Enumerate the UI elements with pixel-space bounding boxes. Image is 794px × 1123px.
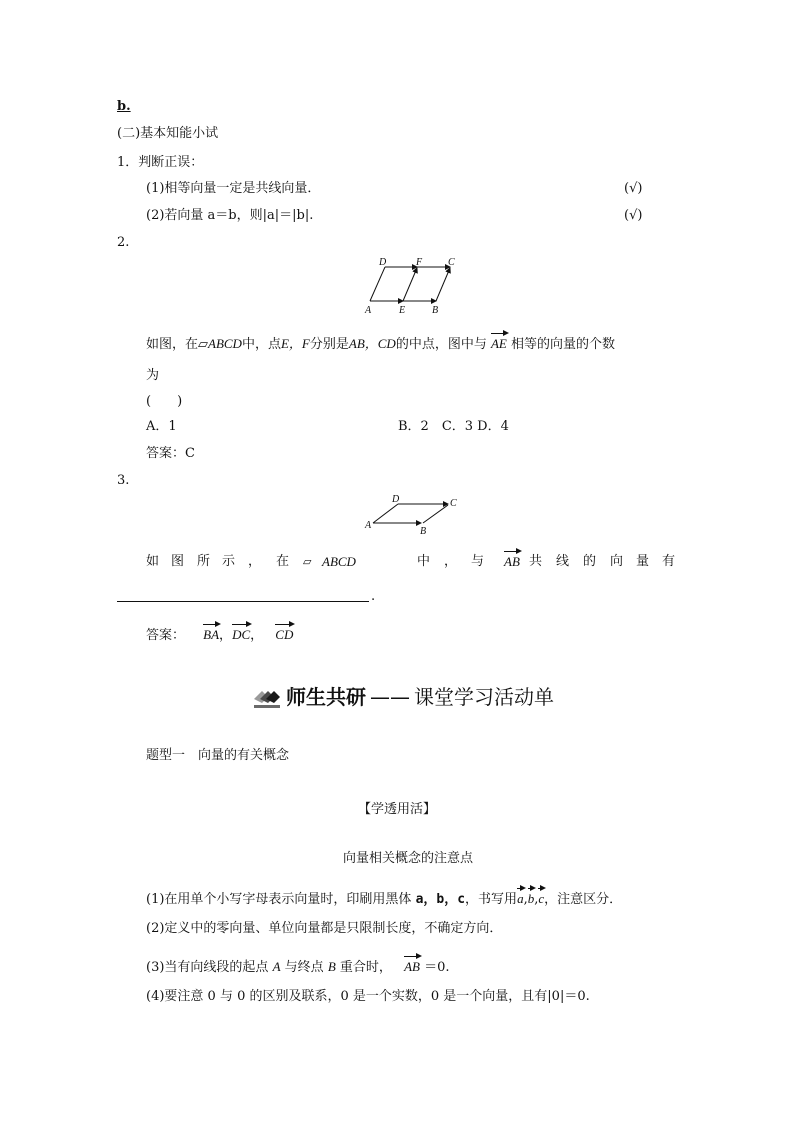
q2-label: 2. [117, 235, 130, 250]
q1-item-2: (2)若向量 a＝b，则|a|＝|b|. [146, 208, 314, 223]
q3-stem-vector-ab: AB [504, 551, 520, 569]
q2-edge-bc [436, 268, 450, 301]
q2-option-a: A．1 [146, 419, 177, 434]
q3-stem-abcd: ABCD [322, 554, 356, 569]
note-3: (3)当有向线段的起点 A 与终点 B 重合时， AB ＝0. [146, 956, 450, 974]
note-2: (2)定义中的零向量、单位向量都是只限制长度，不确定方向． [146, 921, 503, 936]
q3-stem-xiang: 向 [610, 554, 624, 569]
q2-label-a: A [365, 305, 372, 316]
q1-label: 1．判断正误： [117, 155, 204, 170]
q2-edge-ad [370, 267, 385, 301]
section-banner [252, 686, 572, 712]
q3-edge-bc [423, 505, 448, 523]
q3-stem-gong: 共 [529, 554, 543, 569]
q1-item-2-mark: (√) [624, 208, 643, 223]
q3-stem-suo: 所 [197, 554, 211, 569]
note-1-vector-a: a [517, 888, 524, 905]
q3-answer-vector-cd: CD [275, 624, 293, 641]
q2-label-f: F [416, 257, 423, 268]
q3-label-a: A [365, 520, 372, 531]
banner-logo-icon [252, 687, 282, 711]
q2-options-bcd: B．2 C．3 D．4 [398, 419, 509, 434]
q3-stem-comma2: ， [444, 554, 458, 569]
q3-parallelogram-figure [362, 492, 462, 536]
q2-stem-line2: 为 [146, 368, 160, 383]
q3-answer-vector-dc: DC [232, 624, 250, 641]
note-1-vector-c: c [538, 888, 544, 905]
q3-label-c: C [450, 498, 457, 509]
q3-answer-vector-ba: BA [203, 624, 219, 641]
q1-item-1: (1)相等向量一定是共线向量． [146, 181, 321, 196]
q3-stem-comma1: ， [248, 554, 262, 569]
type-one-heading: 题型一 向量的有关概念 [146, 748, 290, 763]
q2-label-b: B [432, 305, 439, 316]
q3-stem-ru: 如 [146, 554, 160, 569]
banner-dash: —— [370, 685, 410, 709]
q2-parallelogram-figure [360, 255, 470, 317]
q3-stem-zai: 在 [276, 554, 290, 569]
q3-blank-period: . [371, 589, 376, 604]
q3-stem-xian: 线 [556, 554, 570, 569]
note-1-vector-b: b [528, 888, 535, 905]
q2-label-d: D [379, 257, 387, 268]
q3-stem-yu: 与 [471, 554, 485, 569]
q3-answer: 答案： BA，DC， CD [146, 624, 293, 642]
q3-stem-liang: 量 [636, 554, 650, 569]
q2-label-c: C [448, 257, 455, 268]
notes-title: 向量相关概念的注意点 [343, 851, 474, 866]
q3-stem-de: 的 [583, 554, 597, 569]
learn-heading: 【学透用活】 [358, 802, 437, 817]
q3-label: 3. [117, 473, 130, 488]
q3-answer-blank [117, 601, 369, 602]
q3-stem-shi: 示 [222, 554, 236, 569]
note-4: (4)要注意 0 与 0 的区别及联系，0 是一个实数，0 是一个向量，且有|0|＝0. [146, 989, 590, 1004]
q3-label-d: D [392, 494, 400, 505]
q3-stem-you: 有 [662, 554, 676, 569]
banner-subtitle: 课堂学习活动单 [414, 685, 554, 709]
q2-stem-line1: 如图，在▱ABCD中，点E，F分别是AB，CD的中点，图中与 AE 相等的向量的个数 [146, 333, 615, 351]
q2-vector-ae: AE [491, 333, 507, 350]
note-1: (1)在用单个小写字母表示向量时，印刷用黑体 a，b，c，书写用a,b,c，注意区分． [146, 888, 622, 906]
top-fragment: b. [117, 99, 131, 114]
q2-edge-ef [403, 268, 417, 301]
note-3-vector-ab: AB [404, 956, 420, 973]
q3-stem-zhong: 中 [417, 554, 431, 569]
q2-answer: 答案：C [146, 446, 195, 461]
q3-edge-ad [373, 504, 398, 523]
banner-title: 师生共研 [286, 685, 366, 709]
q3-stem-parallelogram-symbol: ▱ [303, 555, 312, 568]
q2-label-e: E [399, 305, 406, 316]
q3-label-b: B [420, 526, 427, 536]
section-basic-test: (二)基本知能小试 [117, 126, 219, 141]
q2-paren: ( ) [146, 394, 183, 409]
q3-stem-tu: 图 [171, 554, 185, 569]
q1-item-1-mark: (√) [624, 181, 643, 196]
